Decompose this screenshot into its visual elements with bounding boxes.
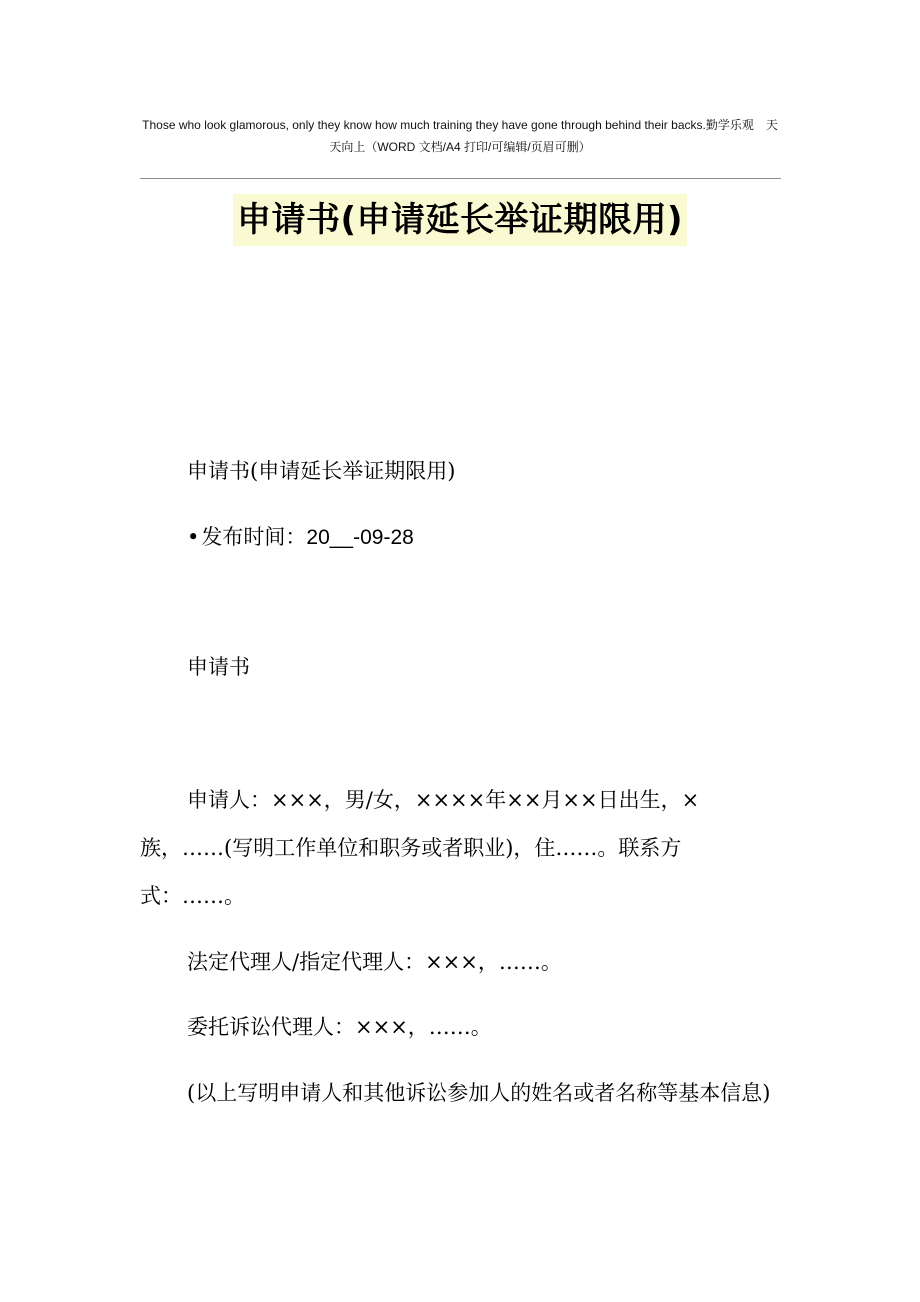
legal-agent-paragraph: 法定代理人/指定代理人：×××，……。 — [187, 950, 562, 974]
bullet-icon: • — [187, 525, 200, 549]
litigation-agent-paragraph: 委托诉讼代理人：×××，……。 — [187, 1015, 492, 1039]
publish-time-line — [140, 513, 780, 562]
info-note-paragraph: (以上写明申请人和其他诉讼参加人的姓名或者名称等基本信息) — [187, 1081, 771, 1105]
header-divider — [140, 178, 781, 179]
document-title: 申请书(申请延长举证期限用) — [233, 194, 687, 246]
applicant-paragraph: 申请人：×××，男/女，××××年××月××日出生，×族，……(写明工作单位和职务或者职业)，住……。联系方式：……。 — [140, 788, 700, 908]
title-container — [0, 194, 920, 246]
section-heading: 申请书 — [187, 655, 250, 679]
publish-time-label: 发布时间： — [201, 525, 307, 549]
publish-date: 20__-09-28 — [306, 526, 414, 549]
header-note: Those who look glamorous, only they know how much training they have gone through behind their backs.勤学乐观 天天向上（WORD 文档/A4 打印/可编辑/页眉可删） — [142, 118, 778, 154]
subtitle: 申请书(申请延长举证期限用) — [187, 459, 456, 483]
